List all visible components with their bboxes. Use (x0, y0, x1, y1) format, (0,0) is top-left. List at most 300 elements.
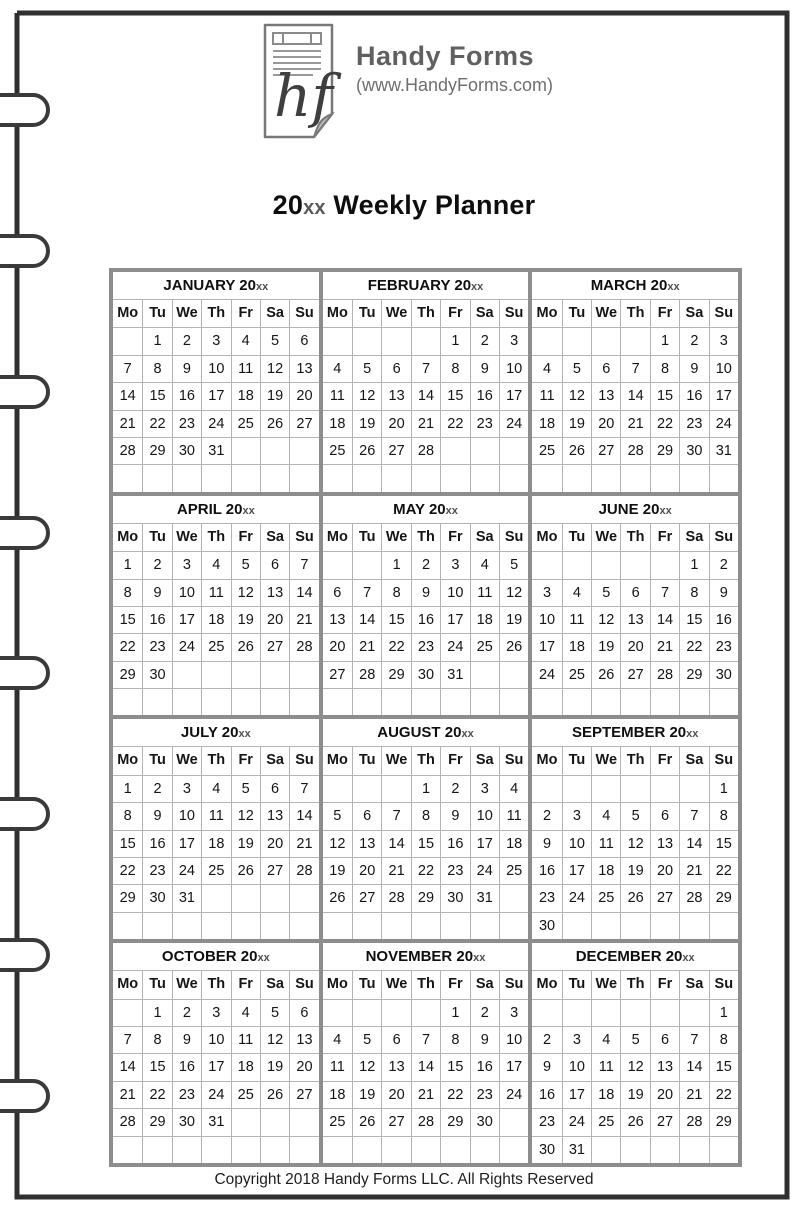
date-cell: 23 (172, 1081, 201, 1108)
date-cell: 6 (620, 579, 649, 606)
empty-cell (323, 327, 352, 354)
empty-cell (231, 464, 260, 491)
date-cell: 6 (289, 327, 318, 354)
weekday-header: Th (620, 747, 649, 774)
empty-cell (201, 1136, 230, 1163)
empty-cell (260, 437, 289, 464)
date-cell: 16 (142, 830, 171, 857)
date-cell: 13 (323, 606, 352, 633)
month-grid (532, 300, 738, 492)
date-cell: 7 (650, 579, 679, 606)
empty-cell (381, 912, 410, 939)
date-cell: 22 (650, 410, 679, 437)
empty-cell (172, 464, 201, 491)
date-cell: 30 (532, 1136, 561, 1163)
date-cell: 12 (499, 579, 528, 606)
date-cell: 18 (562, 633, 591, 660)
date-cell: 26 (260, 1081, 289, 1108)
weekday-header: Mo (326, 528, 348, 545)
date-cell: 15 (650, 382, 679, 409)
date-cell: 3 (532, 579, 561, 606)
empty-cell (411, 327, 440, 354)
weekday-header: Fr (231, 300, 260, 327)
empty-cell (323, 688, 352, 715)
empty-cell (352, 912, 381, 939)
date-cell: 7 (289, 775, 318, 802)
date-cell: 12 (231, 802, 260, 829)
date-cell: 14 (650, 606, 679, 633)
empty-cell (231, 437, 260, 464)
weekday-header: Tu (142, 971, 171, 998)
date-cell: 21 (352, 633, 381, 660)
date-cell: 2 (709, 551, 738, 578)
date-cell: 26 (562, 437, 591, 464)
weekday-header: Th (411, 971, 440, 998)
date-cell: 28 (411, 1108, 440, 1135)
date-cell: 5 (591, 579, 620, 606)
empty-cell (532, 464, 561, 491)
empty-cell (499, 661, 528, 688)
date-cell: 18 (591, 857, 620, 884)
weekday-header: Tu (142, 300, 171, 327)
date-cell: 22 (440, 1081, 469, 1108)
date-cell: 24 (201, 1081, 230, 1108)
date-cell: 14 (113, 1053, 142, 1080)
date-cell: 28 (381, 884, 410, 911)
month-grid (323, 300, 529, 492)
title-year-prefix: 20 (272, 190, 304, 220)
weekday-header: Sa (260, 747, 289, 774)
date-cell: 4 (201, 551, 230, 578)
empty-cell (620, 464, 649, 491)
date-cell: 27 (620, 661, 649, 688)
empty-cell (679, 912, 708, 939)
weekday-header: Sa (260, 300, 289, 327)
date-cell: 20 (620, 633, 649, 660)
date-cell: 31 (562, 1136, 591, 1163)
brand-url: (www.HandyForms.com) (356, 74, 554, 95)
month-october (111, 941, 321, 1165)
weekday-header: Sa (470, 747, 499, 774)
date-cell: 11 (201, 579, 230, 606)
date-cell: 2 (532, 802, 561, 829)
date-cell: 1 (440, 327, 469, 354)
date-cell: 6 (591, 355, 620, 382)
date-cell: 7 (411, 355, 440, 382)
brand-text (356, 20, 553, 96)
empty-cell (650, 912, 679, 939)
date-cell: 1 (142, 999, 171, 1026)
empty-cell (620, 912, 649, 939)
weekday-header: Th (411, 524, 440, 551)
date-cell: 15 (113, 830, 142, 857)
date-cell: 6 (260, 775, 289, 802)
empty-cell (289, 884, 318, 911)
month-november (321, 941, 531, 1165)
weekday-header: Mo (536, 305, 558, 321)
date-cell: 14 (113, 382, 142, 409)
weekday-header: Th (620, 971, 649, 998)
month-august (321, 717, 531, 941)
weekday-header: Fr (231, 971, 260, 998)
date-cell: 29 (142, 437, 171, 464)
weekday-header: Mo (117, 976, 139, 993)
date-cell: 22 (709, 857, 738, 884)
weekday-header: Su (499, 971, 528, 998)
date-cell: 25 (499, 857, 528, 884)
weekday-header: Th (201, 747, 230, 774)
weekday-header: Sa (679, 971, 708, 998)
date-cell: 15 (709, 830, 738, 857)
empty-cell (411, 999, 440, 1026)
empty-cell (591, 327, 620, 354)
date-cell: 30 (532, 912, 561, 939)
page-title (0, 190, 808, 221)
date-cell: 28 (289, 857, 318, 884)
empty-cell (650, 999, 679, 1026)
weekday-header: Fr (440, 524, 469, 551)
date-cell: 28 (113, 1108, 142, 1135)
date-cell: 19 (352, 1081, 381, 1108)
date-cell: 23 (142, 633, 171, 660)
month-grid (532, 747, 738, 939)
date-cell: 5 (620, 802, 649, 829)
date-cell: 3 (440, 551, 469, 578)
month-september (530, 717, 740, 941)
binder-ring-icon (0, 95, 48, 1111)
empty-cell (562, 912, 591, 939)
weekday-header: Th (620, 300, 649, 327)
date-cell: 18 (201, 830, 230, 857)
weekday-header: Tu (352, 524, 381, 551)
empty-cell (201, 912, 230, 939)
date-cell: 4 (231, 999, 260, 1026)
date-cell: 22 (440, 410, 469, 437)
weekday-header: We (172, 300, 201, 327)
date-cell: 8 (440, 355, 469, 382)
date-cell: 3 (172, 775, 201, 802)
empty-cell (562, 327, 591, 354)
empty-cell (260, 1136, 289, 1163)
empty-cell (381, 688, 410, 715)
date-cell: 31 (201, 437, 230, 464)
empty-cell (201, 884, 230, 911)
date-cell: 24 (499, 1081, 528, 1108)
date-cell: 11 (470, 579, 499, 606)
weekday-header: We (591, 971, 620, 998)
empty-cell (352, 551, 381, 578)
date-cell: 16 (172, 1053, 201, 1080)
weekday-header: We (381, 524, 410, 551)
date-cell: 3 (172, 551, 201, 578)
empty-cell (231, 912, 260, 939)
weekday-header: Su (289, 300, 318, 327)
date-cell: 22 (709, 1081, 738, 1108)
date-cell: 26 (352, 1108, 381, 1135)
date-cell: 19 (260, 1053, 289, 1080)
date-cell: 15 (411, 830, 440, 857)
date-cell: 17 (532, 633, 561, 660)
empty-cell (381, 327, 410, 354)
date-cell: 26 (231, 633, 260, 660)
empty-cell (142, 464, 171, 491)
date-cell: 17 (201, 1053, 230, 1080)
empty-cell (499, 1108, 528, 1135)
date-cell: 13 (289, 355, 318, 382)
empty-cell (289, 912, 318, 939)
date-cell: 20 (381, 1081, 410, 1108)
date-cell: 26 (499, 633, 528, 660)
weekday-header: Sa (260, 971, 289, 998)
weekday-header: Sa (260, 524, 289, 551)
date-cell: 2 (679, 327, 708, 354)
date-cell: 22 (679, 633, 708, 660)
date-cell: 29 (142, 1108, 171, 1135)
date-cell: 10 (172, 802, 201, 829)
date-cell: 30 (172, 1108, 201, 1135)
date-cell: 18 (201, 606, 230, 633)
date-cell: 26 (620, 1108, 649, 1135)
title-text: Weekly Planner (325, 190, 536, 220)
date-cell: 23 (470, 1081, 499, 1108)
date-cell: 2 (470, 327, 499, 354)
empty-cell (470, 912, 499, 939)
date-cell: 1 (709, 999, 738, 1026)
date-cell: 18 (323, 410, 352, 437)
date-cell: 9 (532, 830, 561, 857)
date-cell: 17 (172, 830, 201, 857)
date-cell: 21 (411, 1081, 440, 1108)
empty-cell (470, 437, 499, 464)
month-grid (113, 971, 319, 1163)
date-cell: 24 (709, 410, 738, 437)
date-cell: 21 (113, 410, 142, 437)
date-cell: 24 (562, 1108, 591, 1135)
date-cell: 19 (323, 857, 352, 884)
empty-cell (620, 327, 649, 354)
date-cell: 20 (323, 633, 352, 660)
weekday-header: Fr (440, 747, 469, 774)
month-grid (323, 747, 529, 939)
date-cell: 3 (201, 327, 230, 354)
date-cell: 9 (172, 1026, 201, 1053)
date-cell: 9 (142, 802, 171, 829)
date-cell: 12 (231, 579, 260, 606)
date-cell: 13 (381, 382, 410, 409)
month-title: MARCH 20xx (532, 272, 738, 300)
empty-cell (591, 551, 620, 578)
date-cell: 7 (289, 551, 318, 578)
date-cell: 6 (289, 999, 318, 1026)
date-cell: 25 (231, 1081, 260, 1108)
empty-cell (709, 464, 738, 491)
empty-cell (142, 912, 171, 939)
date-cell: 3 (709, 327, 738, 354)
date-cell: 17 (499, 1053, 528, 1080)
date-cell: 25 (562, 661, 591, 688)
date-cell: 28 (113, 437, 142, 464)
month-december (530, 941, 740, 1165)
date-cell: 22 (142, 410, 171, 437)
date-cell: 8 (709, 802, 738, 829)
date-cell: 7 (113, 355, 142, 382)
date-cell: 10 (499, 355, 528, 382)
date-cell: 24 (532, 661, 561, 688)
date-cell: 10 (532, 606, 561, 633)
weekday-header: Th (411, 747, 440, 774)
empty-cell (650, 464, 679, 491)
date-cell: 14 (381, 830, 410, 857)
month-march (530, 270, 740, 494)
date-cell: 28 (352, 661, 381, 688)
empty-cell (591, 775, 620, 802)
date-cell: 24 (172, 633, 201, 660)
date-cell: 27 (381, 437, 410, 464)
empty-cell (591, 999, 620, 1026)
date-cell: 9 (142, 579, 171, 606)
date-cell: 18 (532, 410, 561, 437)
date-cell: 28 (620, 437, 649, 464)
date-cell: 31 (201, 1108, 230, 1135)
date-cell: 5 (231, 775, 260, 802)
date-cell: 19 (499, 606, 528, 633)
handy-forms-logo-icon (254, 20, 344, 142)
date-cell: 10 (172, 579, 201, 606)
weekday-header: Su (499, 747, 528, 774)
weekday-header: We (591, 524, 620, 551)
date-cell: 30 (411, 661, 440, 688)
date-cell: 29 (381, 661, 410, 688)
date-cell: 31 (440, 661, 469, 688)
date-cell: 25 (201, 857, 230, 884)
empty-cell (352, 999, 381, 1026)
empty-cell (470, 661, 499, 688)
date-cell: 19 (260, 382, 289, 409)
date-cell: 31 (172, 884, 201, 911)
date-cell: 20 (650, 857, 679, 884)
month-grid (323, 524, 529, 716)
empty-cell (289, 688, 318, 715)
date-cell: 25 (231, 410, 260, 437)
weekday-header: We (381, 747, 410, 774)
date-cell: 1 (650, 327, 679, 354)
date-cell: 23 (172, 410, 201, 437)
date-cell: 21 (620, 410, 649, 437)
empty-cell (532, 688, 561, 715)
month-june (530, 494, 740, 718)
date-cell: 4 (499, 775, 528, 802)
month-title: DECEMBER 20xx (532, 943, 738, 971)
empty-cell (679, 1136, 708, 1163)
empty-cell (499, 437, 528, 464)
empty-cell (562, 688, 591, 715)
date-cell: 24 (440, 633, 469, 660)
date-cell: 2 (172, 999, 201, 1026)
date-cell: 5 (562, 355, 591, 382)
empty-cell (289, 661, 318, 688)
date-cell: 3 (499, 999, 528, 1026)
date-cell: 8 (411, 802, 440, 829)
date-cell: 11 (532, 382, 561, 409)
date-cell: 4 (323, 1026, 352, 1053)
month-title: MAY 20xx (323, 496, 529, 524)
empty-cell (260, 912, 289, 939)
empty-cell (499, 884, 528, 911)
date-cell: 6 (650, 802, 679, 829)
date-cell: 28 (411, 437, 440, 464)
empty-cell (562, 999, 591, 1026)
empty-cell (231, 688, 260, 715)
date-cell: 2 (142, 551, 171, 578)
month-title: JANUARY 20xx (113, 272, 319, 300)
date-cell: 17 (440, 606, 469, 633)
empty-cell (352, 464, 381, 491)
logo-monogram: hf (274, 62, 333, 130)
date-cell: 11 (231, 1026, 260, 1053)
empty-cell (323, 775, 352, 802)
empty-cell (381, 1136, 410, 1163)
date-cell: 4 (201, 775, 230, 802)
date-cell: 5 (352, 1026, 381, 1053)
date-cell: 17 (709, 382, 738, 409)
empty-cell (532, 551, 561, 578)
date-cell: 27 (650, 1108, 679, 1135)
date-cell: 16 (470, 1053, 499, 1080)
empty-cell (201, 661, 230, 688)
date-cell: 24 (201, 410, 230, 437)
empty-cell (289, 437, 318, 464)
date-cell: 30 (679, 437, 708, 464)
date-cell: 20 (381, 410, 410, 437)
date-cell: 1 (411, 775, 440, 802)
empty-cell (411, 688, 440, 715)
date-cell: 5 (260, 999, 289, 1026)
weekday-header: We (381, 300, 410, 327)
date-cell: 23 (709, 633, 738, 660)
empty-cell (201, 464, 230, 491)
date-cell: 14 (411, 1053, 440, 1080)
empty-cell (142, 1136, 171, 1163)
empty-cell (323, 912, 352, 939)
date-cell: 30 (172, 437, 201, 464)
weekday-header: Su (709, 747, 738, 774)
weekday-header: Tu (562, 524, 591, 551)
month-title: JUNE 20xx (532, 496, 738, 524)
month-title: OCTOBER 20xx (113, 943, 319, 971)
month-title: JULY 20xx (113, 719, 319, 747)
empty-cell (532, 999, 561, 1026)
empty-cell (709, 912, 738, 939)
date-cell: 19 (620, 857, 649, 884)
date-cell: 16 (142, 606, 171, 633)
date-cell: 12 (260, 355, 289, 382)
date-cell: 8 (440, 1026, 469, 1053)
date-cell: 12 (620, 830, 649, 857)
weekday-header: Sa (470, 971, 499, 998)
date-cell: 29 (411, 884, 440, 911)
date-cell: 7 (620, 355, 649, 382)
weekday-header: Su (709, 300, 738, 327)
weekday-header: Fr (650, 971, 679, 998)
date-cell: 15 (440, 382, 469, 409)
date-cell: 26 (323, 884, 352, 911)
month-grid (532, 524, 738, 716)
empty-cell (323, 1136, 352, 1163)
date-cell: 20 (591, 410, 620, 437)
empty-cell (323, 551, 352, 578)
empty-cell (411, 1136, 440, 1163)
date-cell: 8 (381, 579, 410, 606)
